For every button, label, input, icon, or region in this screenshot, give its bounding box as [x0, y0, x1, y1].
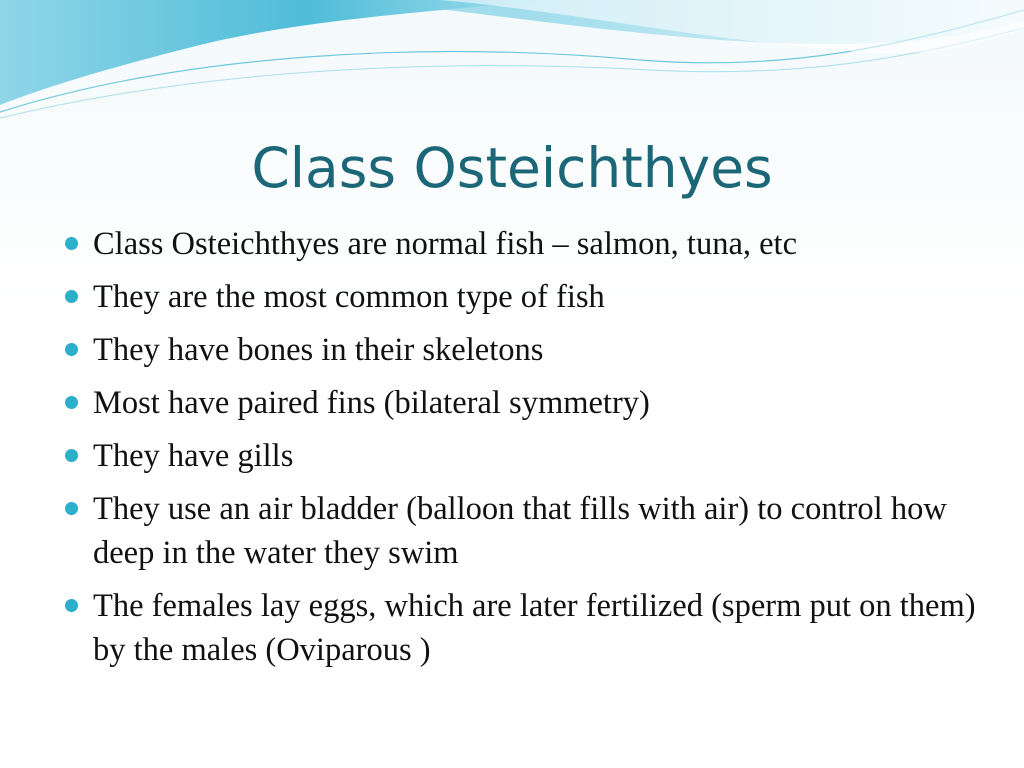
bullet-item [62, 381, 982, 425]
bullet-item [62, 222, 982, 266]
bullet-item [62, 487, 982, 575]
bullet-text: They are the most common type of fish [93, 279, 605, 315]
bullet-text: They have bones in their skeletons [93, 332, 544, 368]
bullet-text: Most have paired fins (bilateral symmetry) [93, 385, 650, 421]
bullet-item [62, 434, 982, 478]
bullet-icon [65, 599, 78, 612]
bullet-icon [65, 502, 78, 515]
bullet-text: They use an air bladder (balloon that fills with air) to control how deep in the water they swim [93, 491, 947, 571]
bullet-list [62, 222, 982, 681]
bullet-item [62, 275, 982, 319]
slide-title: Class Osteichthyes [251, 136, 773, 200]
bullet-item [62, 584, 982, 672]
bullet-icon [65, 449, 78, 462]
bullet-text: The females lay eggs, which are later fertilized (sperm put on them) by the males (Oviparous ) [93, 588, 976, 668]
bullet-text: They have gills [93, 438, 294, 474]
bullet-icon [65, 290, 78, 303]
bullet-text: Class Osteichthyes are normal fish – salmon, tuna, etc [93, 226, 798, 262]
bullet-icon [65, 343, 78, 356]
wave-highlight [440, 0, 1024, 53]
bullet-item [62, 328, 982, 372]
bullet-icon [65, 237, 78, 250]
wave-decoration [0, 0, 1024, 130]
bullet-icon [65, 396, 78, 409]
